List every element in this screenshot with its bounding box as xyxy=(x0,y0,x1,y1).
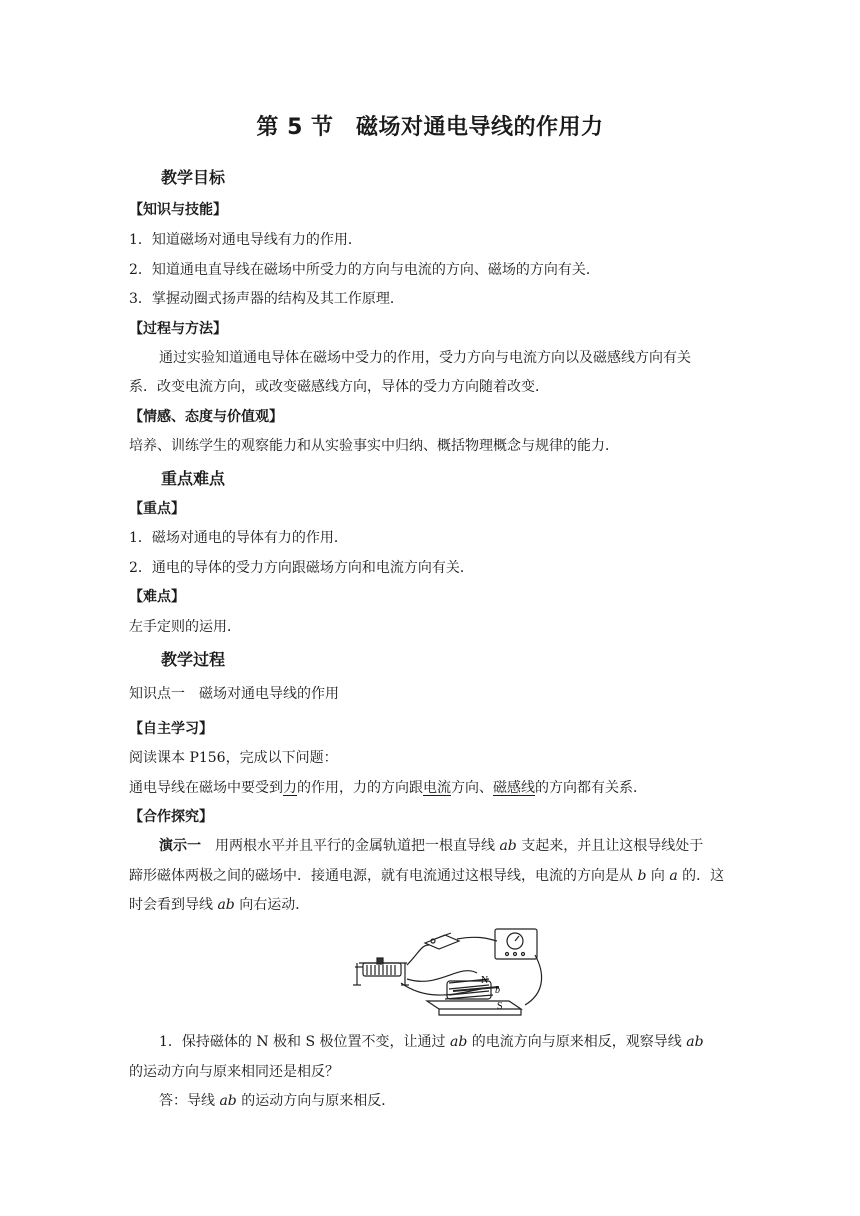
wire xyxy=(525,955,542,1005)
demo-paragraph-line: 演示一 用两根水平并且平行的金属轨道把一根直导线 ab 支起来，并且让这根导线处于 xyxy=(159,838,704,854)
wire xyxy=(457,937,497,941)
wire xyxy=(407,945,429,965)
paragraph-line: 左手定则的运用． xyxy=(129,619,241,635)
list-item: 1．知道磁场对通电导线有力的作用． xyxy=(129,232,362,248)
list-item: 3．掌握动圈式扬声器的结构及其工作原理． xyxy=(129,291,404,307)
label-S: S xyxy=(497,1001,503,1012)
label-b: b xyxy=(495,985,500,996)
list-item: 2．知道通电直导线在磁场中所受力的方向与电流的方向、磁场的方向有关． xyxy=(129,262,600,278)
label-difficult: 【难点】 xyxy=(129,589,185,605)
page-title: 第 5 节 磁场对通电导线的作用力 xyxy=(256,115,604,140)
demo-label: 演示一 xyxy=(159,838,201,854)
demo-paragraph-line: 蹄形磁体两极之间的磁场中．接通电源，就有电流通过这根导线，电流的方向是从 b 向 a 的．这 xyxy=(129,868,725,884)
label-knowledge-skills: 【知识与技能】 xyxy=(129,202,227,218)
paragraph-line: 系．改变电流方向，或改变磁感线方向，导体的受力方向随着改变． xyxy=(129,379,549,395)
answer-blank: 磁感线 xyxy=(493,780,535,796)
label-cooperative-inquiry: 【合作探究】 xyxy=(129,809,213,825)
knowledge-point-title: 知识点一 磁场对通电导线的作用 xyxy=(129,686,339,702)
demo-paragraph-line: 时会看到导线 ab 向右运动． xyxy=(129,897,310,913)
label-emotion-values: 【情感、态度与价值观】 xyxy=(129,409,283,425)
magnet-platform xyxy=(427,1001,521,1009)
label-N: N xyxy=(481,975,489,986)
heading-key-difficult: 重点难点 xyxy=(161,469,226,488)
switch-base xyxy=(425,935,459,949)
paragraph-line: 阅读课本 P156，完成以下问题： xyxy=(129,750,338,766)
list-item: 2．通电的导体的受力方向跟磁场方向和电流方向有关． xyxy=(129,560,474,576)
answer-blank: 力 xyxy=(283,780,297,796)
heading-teaching-goals: 教学目标 xyxy=(161,168,226,187)
question-line: 1．保持磁体的 N 极和 S 极位置不变，让通过 ab 的电流方向与原来相反，观察导线 ab xyxy=(159,1034,704,1050)
answer-blank: 电流 xyxy=(423,780,451,796)
fill-in-sentence: 通电导线在磁场中要受到力的作用，力的方向跟电流方向、磁感线的方向都有关系． xyxy=(129,780,647,796)
label-key: 【重点】 xyxy=(129,501,185,517)
paragraph-line: 通过实验知道通电导体在磁场中受力的作用，受力方向与电流方向以及磁感线方向有关 xyxy=(159,350,691,366)
wire xyxy=(407,971,477,982)
heading-teaching-process: 教学过程 xyxy=(161,650,226,669)
list-item: 1．磁场对通电的导体有力的作用． xyxy=(129,530,348,546)
paragraph-line: 培养、训练学生的观察能力和从实验事实中归纳、概括物理概念与规律的能力． xyxy=(129,438,619,454)
experiment-apparatus-figure xyxy=(349,923,545,1019)
label-self-study: 【自主学习】 xyxy=(129,721,213,737)
question-line: 的运动方向与原来相同还是相反？ xyxy=(129,1064,339,1080)
label-process-methods: 【过程与方法】 xyxy=(129,321,227,337)
answer-line: 答：导线 ab 的运动方向与原来相反． xyxy=(159,1093,396,1109)
